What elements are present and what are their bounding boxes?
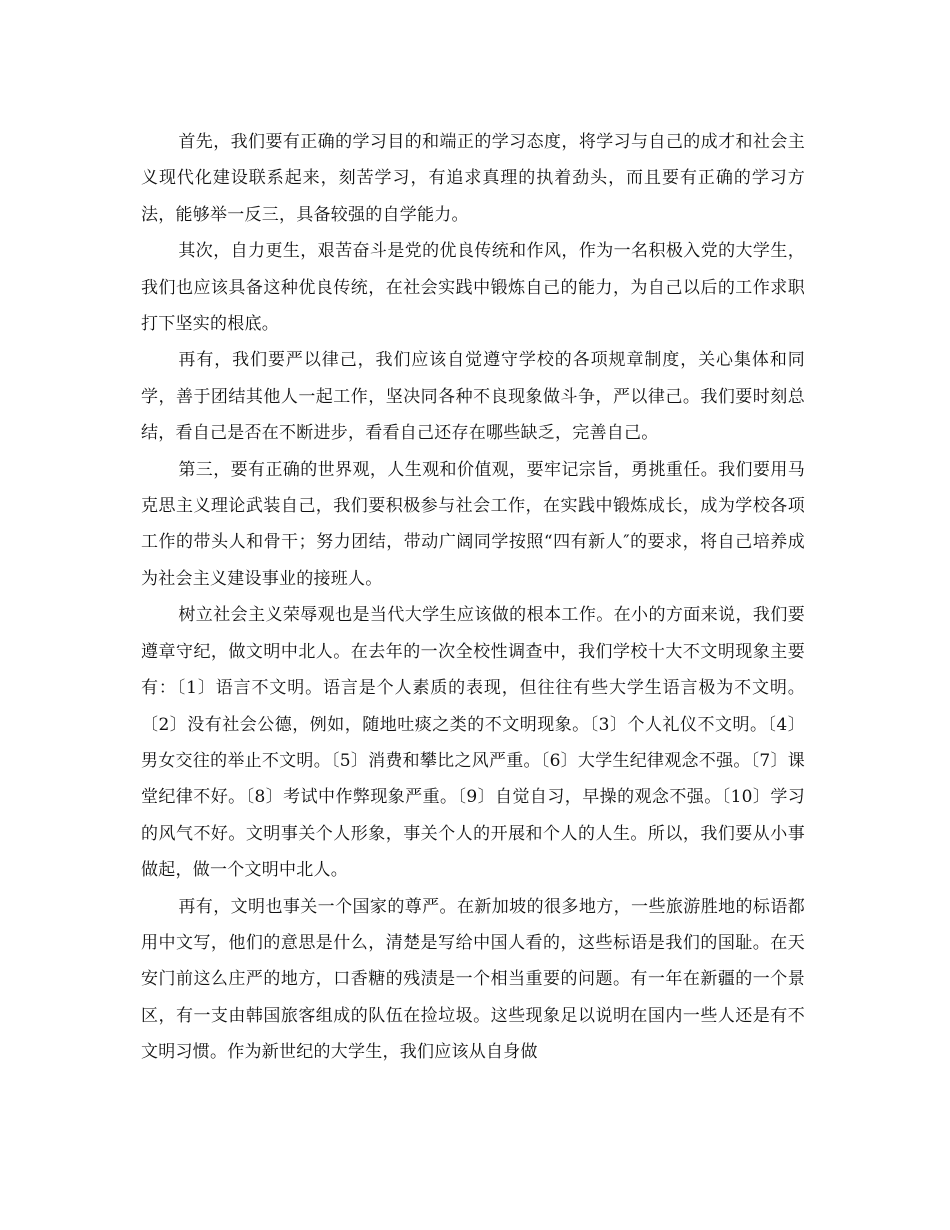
document-body [141,124,805,1071]
paragraph-self-discipline: 再有，我们要严以律己，我们应该自觉遵守学校的各项规章制度，关心集体和同学，善于团结其他人一起工作，坚决同各种不良现象做斗争，严以律己。我们要时刻总结，看自己是否在不断进步，看看自己还存在哪些缺乏，完善自己。 [141,350,805,444]
paragraph-study-attitude: 首先，我们要有正确的学习目的和端正的学习态度，将学习与自己的成才和社会主义现代化建设联系起来，刻苦学习，有追求真理的执着劲头，而且要有正确的学习方法，能够举一反三，具备较强的自学能力。 [141,132,805,225]
paragraph-national-dignity: 再有，文明也事关一个国家的尊严。在新加坡的很多地方，一些旅游胜地的标语都用中文写，他们的意思是什么，清楚是写给中国人看的，这些标语是我们的国耻。在天安门前这么庄严的地方，口香糖的残渍是一个相当重要的问题。有一年在新疆的一个景区，有一支由韩国旅客组成的队伍在捡垃圾。这些现象足以说明在国内一些人还是有不文明习惯。作为新世纪的大学生，我们应该从自身做 [141,896,805,1063]
paragraph-worldview: 第三，要有正确的世界观，人生观和价值观，要牢记宗旨，勇挑重任。我们要用马克思主义理论武装自己，我们要积极参与社会工作，在实践中锻炼成长，成为学校各项工作的带头人和骨干；努力团结，带动广阔同学按照“四有新人″的要求，将自己培养成为社会主义建设事业的接班人。 [141,459,805,589]
paragraph-honor-disgrace: 树立社会主义荣辱观也是当代大学生应该做的根本工作。在小的方面来说，我们要遵章守纪，做文明中北人。在去年的一次全校性调查中，我们学校十大不文明现象主要有：〔1〕语言不文明。语言是个人素质的表现，但往往有些大学生语言极为不文明。〔2〕没有社会公德，例如，随地吐痰之类的不文明现象。〔3〕个人礼仪不文明。〔4〕男女交往的举止不文明。〔5〕消费和攀比之风严重。〔6〕大学生纪律观念不强。〔7〕课堂纪律不好。〔8〕考试中作弊现象严重。〔9〕自觉自习，早操的观念不强。〔10〕学习的风气不好。文明事关个人形象，事关个人的开展和个人的人生。所以，我们要从小事做起，做一个文明中北人。 [141,605,805,881]
paragraph-self-reliance: 其次，自力更生，艰苦奋斗是党的优良传统和作风，作为一名积极入党的大学生，我们也应该具备这种优良传统，在社会实践中锻炼自己的能力，为自己以后的工作求职打下坚实的根底。 [141,241,805,335]
